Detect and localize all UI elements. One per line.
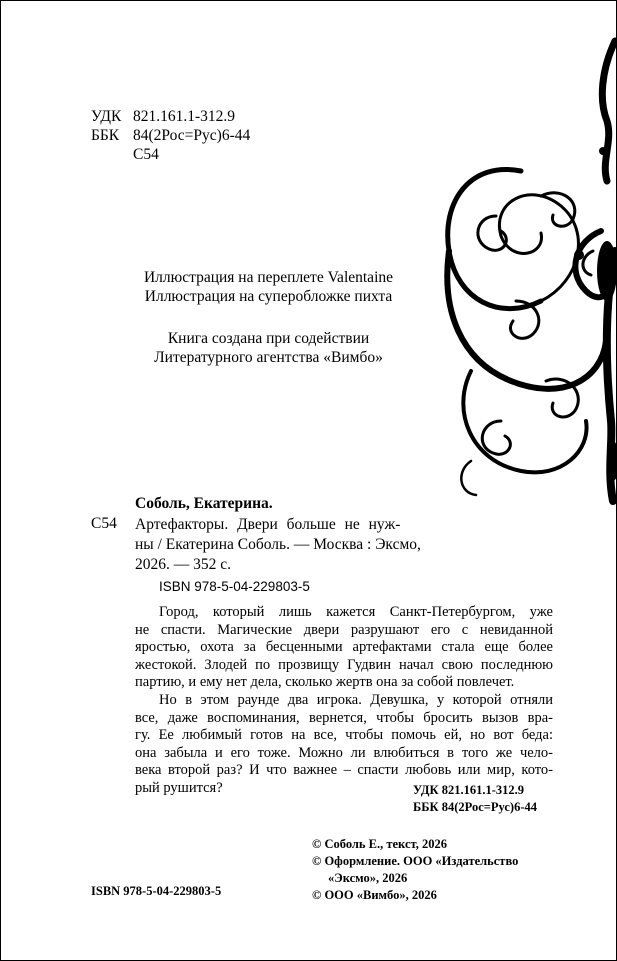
bibliographic-author: Соболь, Екатерина. xyxy=(135,495,273,512)
classification-footer xyxy=(413,782,537,816)
description-line: 2026. — 352 с. xyxy=(135,556,232,573)
annotation-line: гу. Ее любимый готов на все, чтобы помочь ей, но вот беда: xyxy=(135,727,553,744)
jacket-illustration-credit: Иллюстрация на суперобложке пихта xyxy=(144,288,393,305)
udk-label: УДК xyxy=(91,108,122,125)
bbk-label: ББК xyxy=(91,127,120,144)
annotation-line: не спасти. Магические двери разрушают его с невиданной xyxy=(135,621,553,638)
author-sign: С54 xyxy=(133,146,159,163)
annotation-line: рый рушится? xyxy=(135,779,223,796)
agency-credits xyxy=(1,329,536,367)
annotation-line: жестокой. Злодей по прозвищу Гудвин начал свою последнюю xyxy=(135,656,553,673)
annotation xyxy=(135,604,553,798)
classification-block xyxy=(91,107,250,164)
udk-footer: УДК 821.161.1-312.9 xyxy=(413,783,524,797)
description-line: Артефакторы. Двери больше не нуж- xyxy=(135,516,401,533)
bbk-value: 84(2Рос=Рус)6-44 xyxy=(133,127,251,144)
annotation-line: века второй раз? И что важнее – спасти любовь или мир, кото- xyxy=(135,762,553,779)
annotation-line: Город, который лишь кажется Санкт-Петербургом, уже xyxy=(159,604,553,620)
copyright-line: © ООО «Вимбо», 2026 xyxy=(312,888,437,902)
description-line: ны / Екатерина Соболь. — Москва : Эксмо, xyxy=(135,536,421,553)
copyright-line: © Оформление. ООО «Издательство xyxy=(312,854,519,868)
bbk-footer: ББК 84(2Рос=Рус)6-44 xyxy=(413,800,537,814)
bibliographic-code: С54 xyxy=(91,515,117,532)
copyright-block xyxy=(312,836,518,904)
illustration-credits xyxy=(1,268,536,306)
agency-credit-line-1: Книга создана при содействии xyxy=(167,330,370,347)
annotation-line: партию, и ему нет дела, сколько жертв она за собой повлечет. xyxy=(135,674,515,691)
annotation-line: она забыла и его тоже. Можно ли влюбиться в того же чело- xyxy=(135,744,553,761)
copyright-line: © Соболь Е., текст, 2026 xyxy=(312,837,447,851)
annotation-line: все, даже воспоминания, вернется, чтобы бросить вызов вра- xyxy=(135,709,553,726)
bibliographic-description xyxy=(135,515,421,575)
annotation-line: яростью, охота за бесценными артефактами стала еще более xyxy=(135,639,553,656)
agency-credit-line-2: Литературного агентства «Вимбо» xyxy=(154,349,383,366)
isbn-footer: ISBN 978-5-04-229803-5 xyxy=(91,884,222,898)
udk-value: 821.161.1-312.9 xyxy=(133,108,236,125)
annotation-line: Но в этом раунде два игрока. Девушка, у которой отняли xyxy=(159,691,553,708)
copyright-line: «Эксмо», 2026 xyxy=(328,871,408,885)
isbn-record: ISBN 978-5-04-229803-5 xyxy=(159,579,310,594)
binding-illustration-credit: Иллюстрация на переплете Valentaine xyxy=(143,269,393,286)
